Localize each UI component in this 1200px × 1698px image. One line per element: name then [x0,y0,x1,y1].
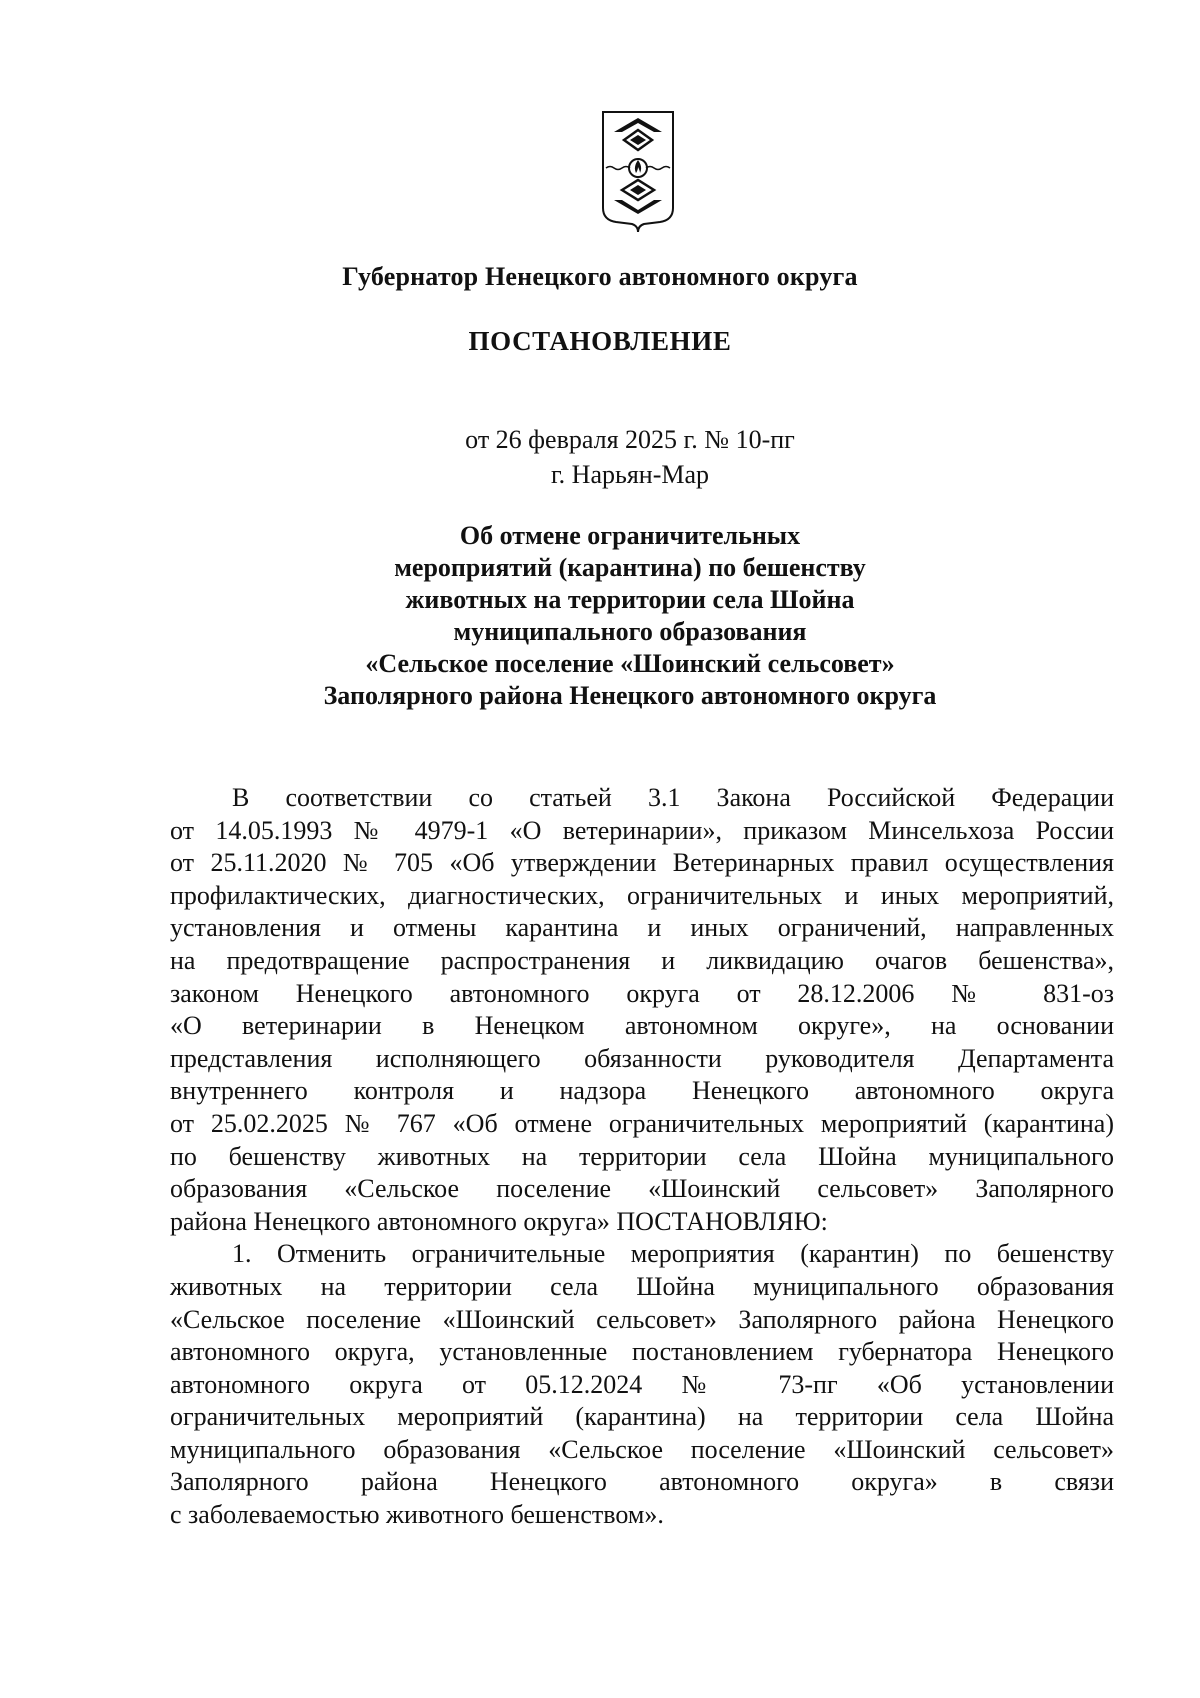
body-line: от 14.05.1993 № 4979-1 «О ветеринарии», приказом Минсельхоза России [170,815,1114,845]
body-line: представления исполняющего обязанности руководителя Департамента [170,1043,1114,1073]
body-line: «О ветеринарии в Ненецком автономном округе», на основании [170,1011,1114,1041]
item-line: Заполярного района Ненецкого автономного округа» в связи [170,1467,1114,1497]
body-line: установления и отмены карантина и иных ограничений, направленных [170,913,1114,943]
body-line: от 25.02.2025 № 767 «Об отмене ограничительных мероприятий (карантина) [170,1108,1114,1138]
body-line: В соответствии со статьей 3.1 Закона Российской Федерации [232,783,1114,812]
document-body [170,782,1114,1532]
body-line: района Ненецкого автономного округа» ПОСТАНОВЛЯЮ: [170,1206,828,1236]
date-number: от 26 февраля 2025 г. № 10-пг [465,425,795,454]
body-line: внутреннего контроля и надзора Ненецкого автономного округа [170,1076,1114,1106]
item-line: автономного округа от 05.12.2024 № 73-пг «Об установлении [170,1369,1114,1399]
item-line: животных на территории села Шойна муниципального образования [170,1271,1114,1301]
city: г. Нарьян-Мар [550,460,710,489]
body-line: по бешенству животных на территории села Шойна муниципального [170,1141,1114,1171]
body-line: образования «Сельское поселение «Шоинский сельсовет» Заполярного [170,1174,1114,1204]
document-type: ПОСТАНОВЛЕНИЕ [468,326,732,356]
title-line: животных на территории села Шойна [405,585,855,614]
body-line: законом Ненецкого автономного округа от 28.12.2006 № 831-оз [170,978,1114,1008]
body-line: от 25.11.2020 № 705 «Об утверждении Ветеринарных правил осуществления [170,848,1114,878]
title-line: «Сельское поселение «Шоинский сельсовет» [365,649,895,678]
issuer-heading: Губернатор Ненецкого автономного округа [342,262,858,291]
title-line: Заполярного района Ненецкого автономного округа [323,681,937,710]
item-line: муниципального образования «Сельское поселение «Шоинский сельсовет» [170,1434,1114,1464]
item-line: 1. Отменить ограничительные мероприятия (карантин) по бешенству [232,1239,1114,1269]
body-line: на предотвращение распространения и ликвидацию очагов бешенства», [170,945,1114,975]
item-line: «Сельское поселение «Шоинский сельсовет» Заполярного района Ненецкого [170,1304,1114,1334]
body-line: профилактических, диагностических, ограничительных и иных мероприятий, [170,880,1114,910]
item-line: с заболеваемостью животного бешенством». [170,1500,664,1530]
item-line: ограничительных мероприятий (карантина) на территории села Шойна [170,1402,1114,1432]
title-line: мероприятий (карантина) по бешенству [394,553,866,582]
document-title [60,520,1200,712]
item-line: автономного округа, установленные постановлением губернатора Ненецкого [170,1337,1114,1367]
coat-of-arms-icon [600,110,676,234]
title-line: муниципального образования [453,617,807,646]
title-line: Об отмене ограничительных [459,521,801,550]
